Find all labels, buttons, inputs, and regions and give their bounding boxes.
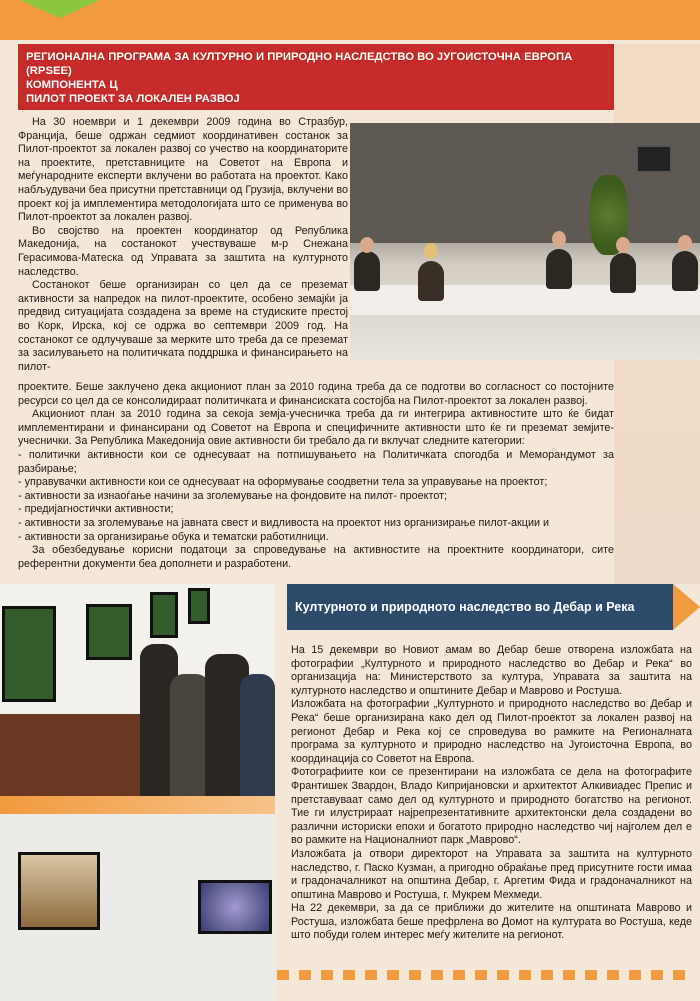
photo-table: [350, 285, 700, 315]
list-item: - активности за изнаоѓање начини за зголемување на фондовите на пилот- проектот;: [18, 489, 448, 502]
header-line-3: КОМПОНЕНТА Ц: [26, 79, 118, 91]
photo-person: [418, 261, 444, 301]
article1-continued: [18, 381, 614, 571]
photo-head: [616, 237, 630, 253]
header-line-4: ПИЛОТ ПРОЕКТ ЗА ЛОКАЛЕН РАЗВОЈ: [26, 93, 240, 105]
header-line-1: РЕГИОНАЛНА ПРОГРАМА ЗА КУЛТУРНО И ПРИРОДНО НАСЛЕДСТВО ВО ЈУГОИСТОЧНА ЕВРОПА: [26, 51, 573, 63]
article2-paragraph: Изложбата на фотографии „Културното и природното наследство во Дебар и Река“ беше организирана како дел од Пилот-проектот за локален развој на регионот Дебар и Река кој се спроведува во рамките на Регионалната програма за културното и природно наследство на Југоисточна Европа, во координација со Советот на Европа.: [291, 698, 692, 765]
photo-person: [170, 674, 210, 796]
list-item: - активности за зголемување на јавната свест и видливоста на проектот низ организирање пилот-акции и: [18, 516, 550, 529]
article1-paragraph: проектите. Беше заклучено дека акциониот план за 2010 година треба да се подготви во согласност со постојните ресурси со цел да се консолидираат политичката и финансиската состојба на Пилот-проектот за локален развој.: [18, 381, 614, 407]
activities-list: [18, 449, 614, 544]
article2-paragraph: Изложбата ја отвори директорот на Управата за заштита на културното наследство, г. Паско Кузман, а пригодно обраќање пред присутните гости имаа и градоначалникот на општина Дебар, г. Аргетим Фида и градоначалникот на општина Маврово и Ростуша, г. Мукрем Мехмеди.: [291, 847, 692, 901]
photo-person: [546, 249, 572, 289]
article1-paragraph: Состанокот беше организиран со цел да се преземат активности за напредок на пилот-проектите, особено земајќи ја предвид ситуацијата создадена за време на студиските престој во Корк, Ирска, кој се одржа во септември 2009 год. На состанокот се одлучуваше за мерките што треба да се преземат за засилувањето на политичката поддршка и финансирањето на пилот-: [18, 279, 348, 373]
photo-frame: [2, 606, 56, 702]
photo-head: [678, 235, 692, 251]
article1-paragraph: Во својство на проектен координатор од Република Македонија, на состанокот учествуваше м-р Снежана Герасимова-Матеска од Управата за заштита на културното наследство.: [18, 224, 348, 278]
list-item: - управувачки активности кои се однесуваат на оформување соодветни тела за управување на проектот;: [18, 476, 548, 489]
photo-frame: [198, 880, 272, 934]
photo-head: [424, 243, 438, 259]
page-header: [18, 44, 614, 110]
list-item: - предијагностички активности;: [18, 503, 174, 516]
list-item: - активности за организирање обука и тематски работилници.: [18, 530, 329, 543]
exhibition-photo: [0, 584, 275, 796]
article2-paragraph: На 22 декември, за да се приближи до жителите на општината Маврово и Ростуша, изложбата беше префрлена во Домот на културата во Ростуша, кеде што побуди голем интерес меѓу жителите на регионот.: [291, 902, 692, 942]
photo-person: [354, 251, 380, 291]
photo-person: [610, 253, 636, 293]
gallery-photo: [0, 814, 275, 1001]
article2-paragraph: Фотографиите кои се презентирани на изложбата се дела на фотографите Франтишек Звардон, Владо Кипријановски и архитектот Алкивиадес Препис и претставуваат само дел од културното и природното богатство на регионот. Тие ги илустрираат најрепрезентативните архитектонски дела создадени во различни историски епохи и богатото природно наследство чиј најголем дел е во рамките на Националниот парк „Маврово“.: [291, 766, 692, 847]
photo-wall: [350, 123, 700, 243]
photo-person: [240, 674, 275, 796]
photo-frame: [188, 588, 210, 624]
meeting-photo: [350, 123, 700, 360]
article1-paragraph: Акциониот план за 2010 година за секоја земја-учесничка треба да ги интегрира активностите што ќе бидат имплементирани и финансирани од Советот на Европа и специфичните активности што ќе ги преземат земјите-учеснички. За Република Македонија овие активности би требало да ги вклучат следните категории:: [18, 408, 614, 448]
photo-frame: [150, 592, 178, 638]
article1-paragraph: За обезбедување корисни податоци за спроведување на активностите на проектните координатори, сите референтни документи беа дополнети и разработени.: [18, 544, 614, 570]
dot-decoration: [277, 970, 700, 982]
photo-head: [360, 237, 374, 253]
orange-divider: [0, 796, 275, 814]
photo-frame: [86, 604, 132, 660]
photo-head: [552, 231, 566, 247]
photo-person: [672, 251, 698, 291]
photo-frame: [18, 852, 100, 930]
article2-paragraph: На 15 декември во Новиот амам во Дебар беше отворена изложбата на фотографии „Културното и природното наследство во Дебар и Река“ во организација на: Министерството за култура, Управата за заштита на културното наследство и општините Дебар и Маврово и Ростуша.: [291, 644, 692, 697]
list-item: - политички активности кои се однесуваат на потпишувањето на Политичката спогодба и Меморандумот за разбирање;: [18, 448, 614, 475]
top-band: [0, 0, 700, 40]
article2-column: [291, 644, 692, 943]
green-triangle-decoration: [20, 0, 100, 18]
arrow-decoration: [673, 584, 700, 630]
article1-column: [18, 116, 348, 374]
photo-tv: [636, 145, 672, 173]
header-line-2: (RPSEE): [26, 65, 72, 77]
section-title: Културното и природното наследство во Дебар и Река: [287, 584, 673, 630]
article1-paragraph: На 30 ноември и 1 декември 2009 година во Стразбур, Франција, беше одржан седмиот координативен состанок за Пилот-проектот за локален развој со учество на координаторите на проектите, претставниците на Советот на Европа и меѓународните експерти вклучени во работата на проектот. Како набљудувачи беа присутни претставници од Грузија, вклучени во проект кој ја имплементира методологијата што се применува во Пилот-проектот за локален развој.: [18, 116, 348, 224]
